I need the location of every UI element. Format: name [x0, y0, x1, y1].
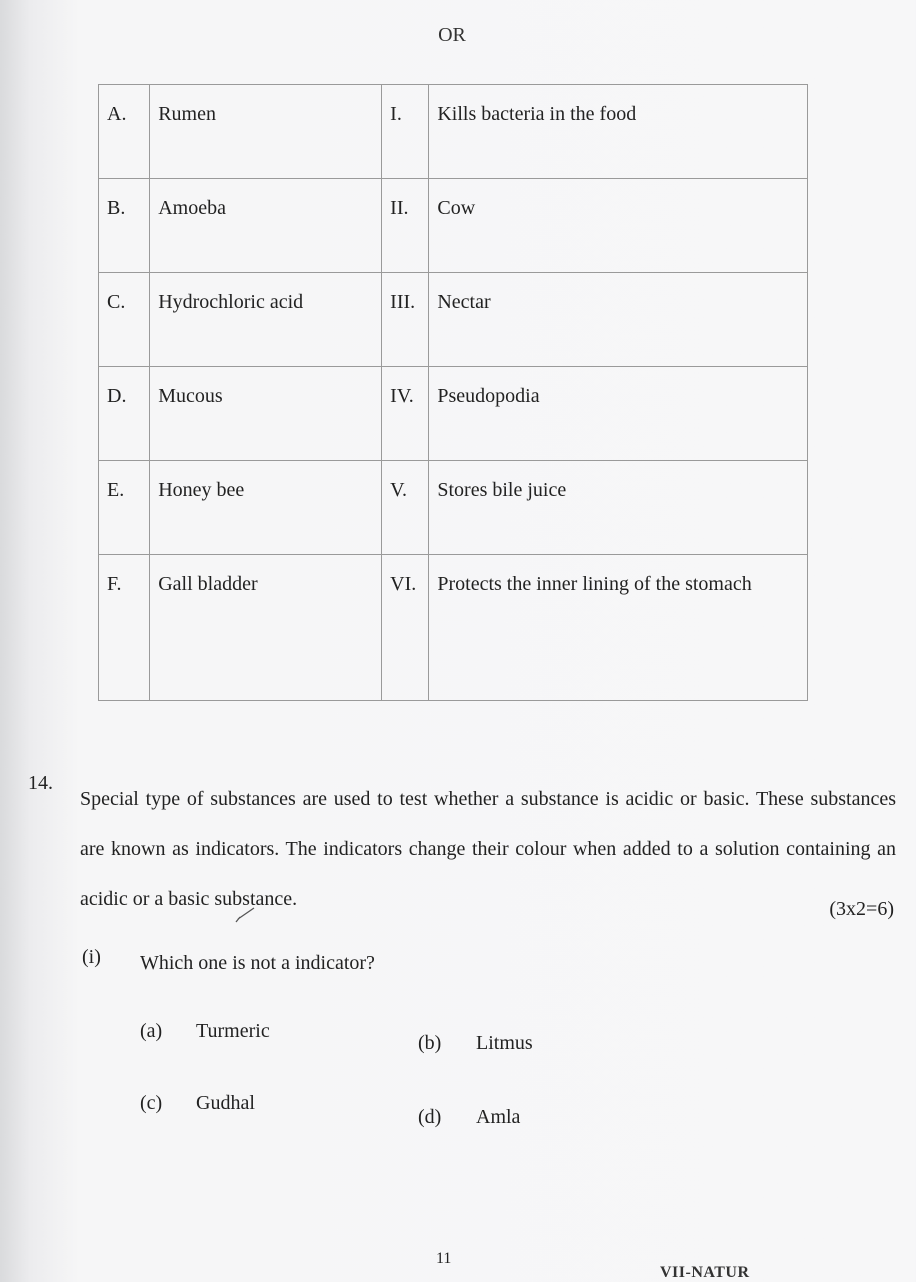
left-item: Gall bladder: [150, 555, 382, 701]
right-label: IV.: [382, 367, 429, 461]
right-label: II.: [382, 179, 429, 273]
table-row: [99, 273, 808, 367]
option-text: Gudhal: [196, 1092, 255, 1114]
left-label: C.: [99, 273, 150, 367]
table-row: [99, 367, 808, 461]
table-row: [99, 555, 808, 701]
left-item: Mucous: [150, 367, 382, 461]
match-table: [98, 84, 808, 701]
question-number: 14.: [28, 772, 53, 794]
left-label: B.: [99, 179, 150, 273]
left-label: E.: [99, 461, 150, 555]
right-label: VI.: [382, 555, 429, 701]
left-label: A.: [99, 85, 150, 179]
pen-mark-icon: [234, 906, 256, 924]
question-marks: (3x2=6): [829, 898, 894, 920]
option-b: [418, 1032, 533, 1055]
sub-question-text: Which one is not a indicator?: [140, 952, 375, 974]
right-label: V.: [382, 461, 429, 555]
left-item: Hydrochloric acid: [150, 273, 382, 367]
or-heading: OR: [438, 24, 466, 46]
option-label: (c): [140, 1092, 163, 1114]
right-item: Pseudopodia: [429, 367, 808, 461]
option-text: Litmus: [476, 1032, 533, 1054]
left-item: Amoeba: [150, 179, 382, 273]
table-row: [99, 461, 808, 555]
right-label: I.: [382, 85, 429, 179]
right-item: Protects the inner lining of the stomach: [429, 555, 808, 701]
table-row: [99, 85, 808, 179]
option-a: [140, 1020, 270, 1043]
sub-question-number: (i): [82, 946, 101, 968]
option-label: (d): [418, 1106, 442, 1128]
right-label: III.: [382, 273, 429, 367]
option-text: Amla: [476, 1106, 521, 1128]
right-item: Stores bile juice: [429, 461, 808, 555]
footer-code: VII-NATUR: [660, 1264, 750, 1281]
option-label: (a): [140, 1020, 163, 1042]
left-item: Honey bee: [150, 461, 382, 555]
right-item: Nectar: [429, 273, 808, 367]
option-c: [140, 1092, 255, 1115]
question-text: Special type of substances are used to test whether a substance is acidic or basic. These substances are known as indicators. The indicators change their colour when added to a solution containing an acidic or a basic substance.: [80, 788, 896, 910]
table-row: [99, 179, 808, 273]
option-text: Turmeric: [196, 1020, 270, 1042]
option-label: (b): [418, 1032, 442, 1054]
option-d: [418, 1106, 520, 1129]
right-item: Kills bacteria in the food: [429, 85, 808, 179]
left-item: Rumen: [150, 85, 382, 179]
page-number: 11: [436, 1250, 452, 1267]
left-label: F.: [99, 555, 150, 701]
right-item: Cow: [429, 179, 808, 273]
left-label: D.: [99, 367, 150, 461]
